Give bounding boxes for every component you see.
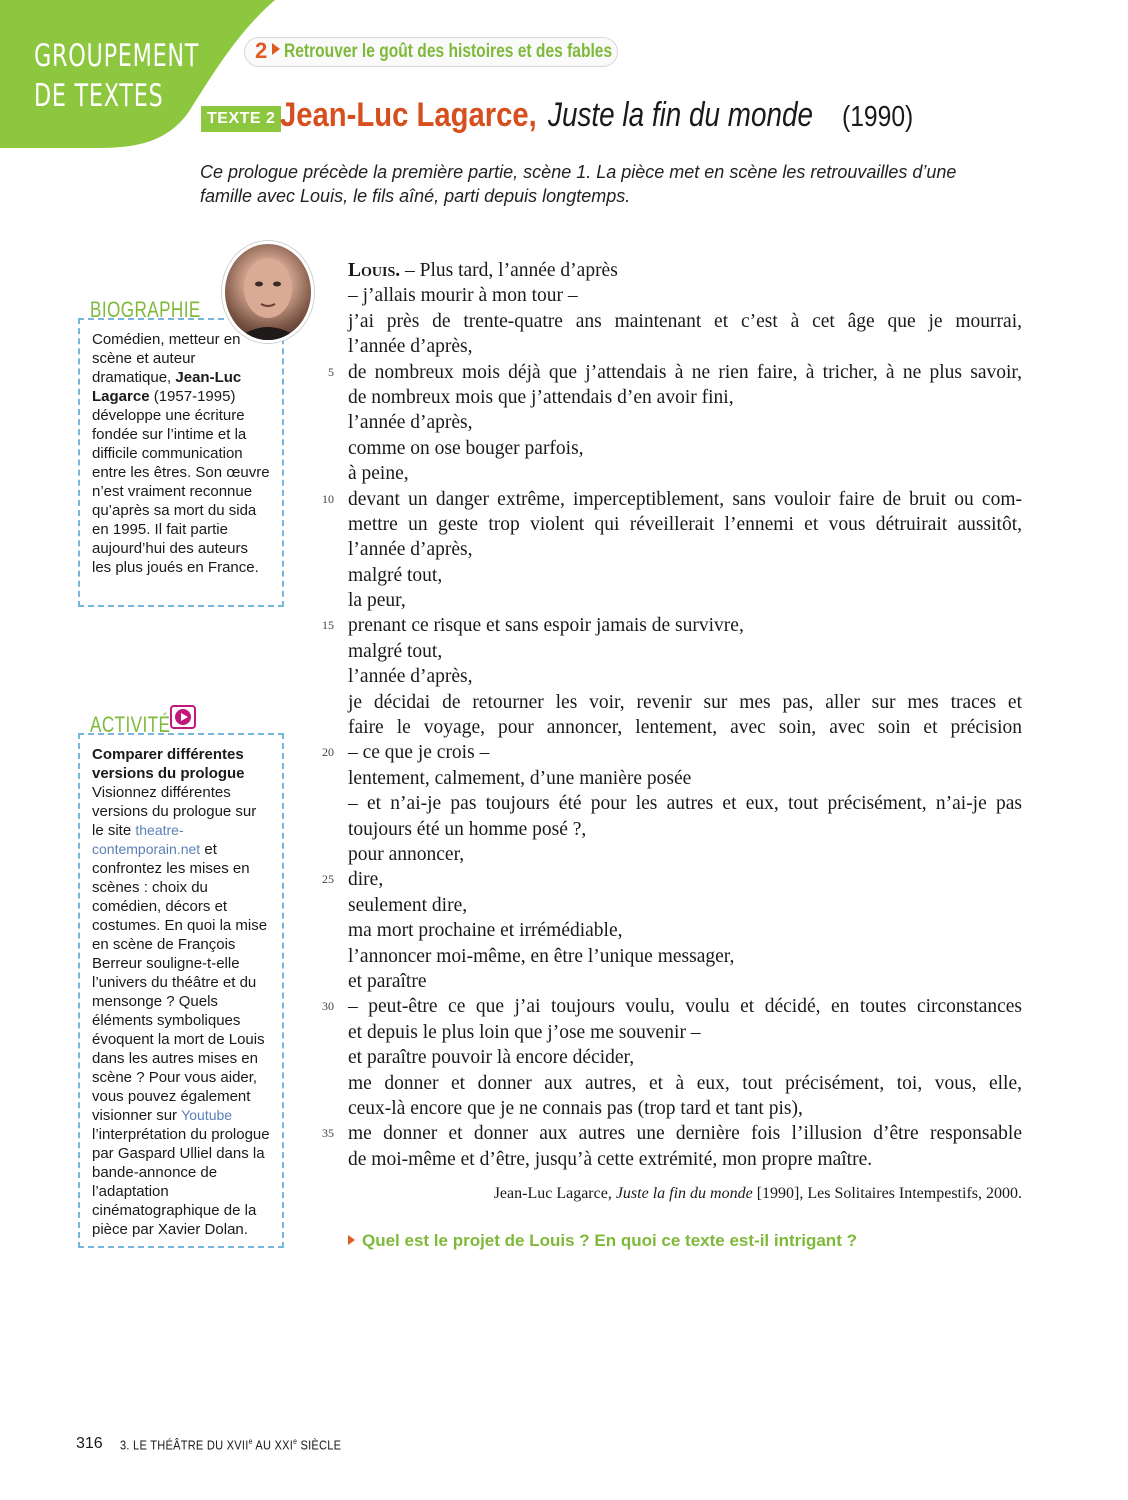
poem-line — [0, 817, 1128, 842]
biography-name: Jean-Luc Lagarce — [92, 369, 242, 405]
intro-text: Ce prologue précède la première partie, scène 1. La pièce met en scène les retrouvailles d’une famille avec Louis, le fils aîné, parti depuis longtemps. — [200, 162, 957, 206]
biography-text-a: Comédien, metteur en scène et auteur dramatique, — [92, 331, 241, 386]
line-text: et depuis le plus loin que j’ose me souvenir – — [348, 1021, 701, 1043]
line-text: – Plus tard, l’année d’après — [400, 260, 618, 281]
poem-line — [0, 283, 1128, 308]
line-text: ceux-là encore que je ne connais pas (trop tard et tant pis), — [348, 1097, 803, 1119]
line-text: malgré tout, — [348, 640, 443, 662]
line-text: de moi-même et d’être, jusqu’à cette extrémité, mon propre maître. — [348, 1148, 873, 1170]
line-number: 20 — [322, 745, 334, 760]
line-text: l’année d’après, — [348, 412, 473, 434]
biography-text-b: (1957-1995) développe une écriture fondée sur l’intime et la difficile communication entre les êtres. Son œuvre n’est vraiment reconnue qu’après sa mort du sida en 1995. Il fait partie aujourd’hui des auteurs les plus joués en France. — [92, 388, 270, 576]
activity-text-b: et confrontez les mises en scènes : choix du comédien, décors et costumes. En quoi la mise en scène de François Berreur souligne-t-elle l’univers du théâtre et du mensonge ? Quels éléments symboliques évoquent la mort de Louis dans les autres mises en scène ? Pour vous aider, vous pouvez également visionner sur — [92, 841, 268, 1124]
line-number: 10 — [322, 491, 334, 506]
poem-line — [0, 360, 1128, 385]
line-text: malgré tout, — [348, 564, 443, 586]
line-text: pour annoncer, — [348, 843, 465, 865]
poem-line — [0, 944, 1128, 969]
source-work: Juste la fin du monde — [615, 1185, 753, 1202]
activity-heading: ACTIVITÉ — [90, 712, 171, 737]
line-number: 30 — [322, 999, 334, 1014]
line-text: prenant ce risque et sans espoir jamais de survivre, — [348, 615, 744, 637]
poem-line — [0, 1121, 1128, 1146]
poem-line — [0, 1071, 1128, 1096]
line-text: ma mort prochaine et irrémédiable, — [348, 920, 623, 942]
poem-line — [0, 1147, 1128, 1172]
poem-line — [0, 334, 1128, 359]
activity-text-a: Visionnez différentes versions du prologue sur le site — [92, 784, 257, 839]
source-citation — [348, 1185, 1022, 1203]
line-text: me donner et donner aux autres une dernière fois l’illusion d’être responsable — [348, 1123, 1022, 1145]
poem-line — [0, 969, 1128, 994]
line-text: à peine, — [348, 463, 409, 485]
poem-line — [0, 740, 1128, 765]
line-text: – peut-être ce que j’ai toujours voulu, voulu et décidé, en toutes circonstances — [348, 996, 1022, 1018]
chapter-part-b: AU XXI — [252, 1437, 294, 1453]
corner-title-line-1: GROUPEMENT — [34, 38, 200, 74]
poem-line — [0, 664, 1128, 689]
poem-line — [0, 461, 1128, 486]
poem-line — [0, 994, 1128, 1019]
poem-line — [0, 766, 1128, 791]
line-text: – et n’ai-je pas toujours été pour les autres et eux, tout précisément, n’ai-je pas — [348, 793, 1022, 815]
title-author: Jean-Luc Lagarce, — [280, 96, 537, 134]
line-text: et paraître pouvoir là encore décider, — [348, 1047, 635, 1069]
poem-text — [0, 258, 1128, 1172]
poem-line — [0, 512, 1128, 537]
texte-badge: TEXTE 2 — [201, 106, 281, 132]
chapter-part-c: SIÈCLE — [297, 1437, 342, 1453]
section-label: Retrouver le goût des histoires et des fables — [284, 41, 613, 62]
section-number: 2 — [255, 38, 268, 63]
corner-title — [34, 36, 200, 116]
line-text: me donner et donner aux autres, et à eux, tout précisément, toi, vous, elle, — [348, 1072, 1022, 1094]
line-text: devant un danger extrême, imperceptiblement, sans vouloir faire de bruit ou com- — [348, 488, 1022, 510]
poem-line — [0, 867, 1128, 892]
poem-line — [0, 385, 1128, 410]
line-text: faire le voyage, pour annoncer, lentement, avec soin, avec soin et précision — [348, 717, 1022, 739]
poem-line — [0, 639, 1128, 664]
line-text: l’annoncer moi-même, en être l’unique messager, — [348, 945, 735, 967]
chapter-sup-1: e — [248, 1437, 253, 1446]
line-text: la peur, — [348, 590, 406, 612]
poem-line — [0, 690, 1128, 715]
line-number: 25 — [322, 872, 334, 887]
line-text: je décidai de retourner les voir, revenir sur mes pas, aller sur mes traces et — [348, 691, 1022, 713]
poem-line — [0, 1020, 1128, 1045]
line-content — [348, 258, 1022, 283]
page-number: 316 — [76, 1435, 103, 1452]
poem-line — [0, 436, 1128, 461]
poem-line — [0, 1045, 1128, 1070]
line-number: 35 — [322, 1126, 334, 1141]
line-text: l’année d’après, — [348, 336, 473, 358]
biography-heading: BIOGRAPHIE — [90, 297, 201, 322]
poem-line — [0, 309, 1128, 334]
poem-line — [0, 918, 1128, 943]
poem-line — [0, 893, 1128, 918]
poem-line — [0, 1096, 1128, 1121]
line-text: et paraître — [348, 970, 427, 992]
corner-title-line-2: DE TEXTES — [34, 78, 164, 114]
youtube-link[interactable]: Youtube — [181, 1107, 233, 1123]
study-question: Quel est le projet de Louis ? En quoi ce texte est-il intrigant ? — [362, 1231, 857, 1250]
activity-title: Comparer différentes versions du prologue — [92, 746, 245, 782]
line-text: – j’allais mourir à mon tour – — [348, 285, 578, 307]
poem-line — [0, 258, 1128, 283]
line-text: mettre un geste trop violent qui réveillerait l’ennemi et vous détruirait aussitôt, — [348, 513, 1022, 535]
triangle-arrow-icon — [272, 43, 280, 55]
title-year: (1990) — [842, 101, 914, 133]
poem-line — [0, 588, 1128, 613]
poem-line — [0, 791, 1128, 816]
line-text: toujours été un homme posé ?, — [348, 818, 587, 840]
chapter-sup-2: e — [293, 1437, 298, 1446]
line-text: seulement dire, — [348, 894, 468, 916]
line-text: – ce que je crois – — [348, 742, 490, 764]
theatre-contemporain-link[interactable]: theatre-contemporain.net — [92, 822, 201, 857]
line-number: 5 — [328, 364, 334, 379]
poem-line — [0, 537, 1128, 562]
line-text: de nombreux mois déjà que j’attendais à ne rien faire, à tricher, à ne plus savoir, — [348, 361, 1022, 383]
line-text: lentement, calmement, d’une manière posée — [348, 767, 692, 789]
title-work: Juste la fin du monde — [548, 96, 814, 134]
question-arrow-icon — [348, 1235, 355, 1245]
line-text: dire, — [348, 869, 384, 891]
poem-line — [0, 487, 1128, 512]
line-text: de nombreux mois que j’attendais d’en avoir fini, — [348, 386, 734, 408]
source-rest: [1990], Les Solitaires Intempestifs, 2000. — [752, 1185, 1022, 1202]
chapter-label — [120, 1437, 341, 1452]
line-text: j’ai près de trente-quatre ans maintenant et c’est à cet âge que je mourrai, — [348, 310, 1022, 332]
poem-line — [0, 715, 1128, 740]
poem-line — [0, 563, 1128, 588]
chapter-part-a: 3. LE THÉÂTRE DU XVII — [120, 1437, 249, 1453]
line-text: comme on ose bouger parfois, — [348, 437, 584, 459]
line-number: 15 — [322, 618, 334, 633]
poem-line — [0, 842, 1128, 867]
poem-line — [0, 410, 1128, 435]
line-text: l’année d’après, — [348, 539, 473, 561]
line-text: l’année d’après, — [348, 666, 473, 688]
source-author: Jean-Luc Lagarce, — [493, 1185, 616, 1202]
speaker-name: Louis. — [348, 260, 401, 281]
activity-text-c: l’interprétation du prologue par Gaspard Ulliel dans la bande-annonce de l’adaptation cinématographique de la pièce par Xavier Dolan. — [92, 1126, 270, 1238]
poem-line — [0, 613, 1128, 638]
